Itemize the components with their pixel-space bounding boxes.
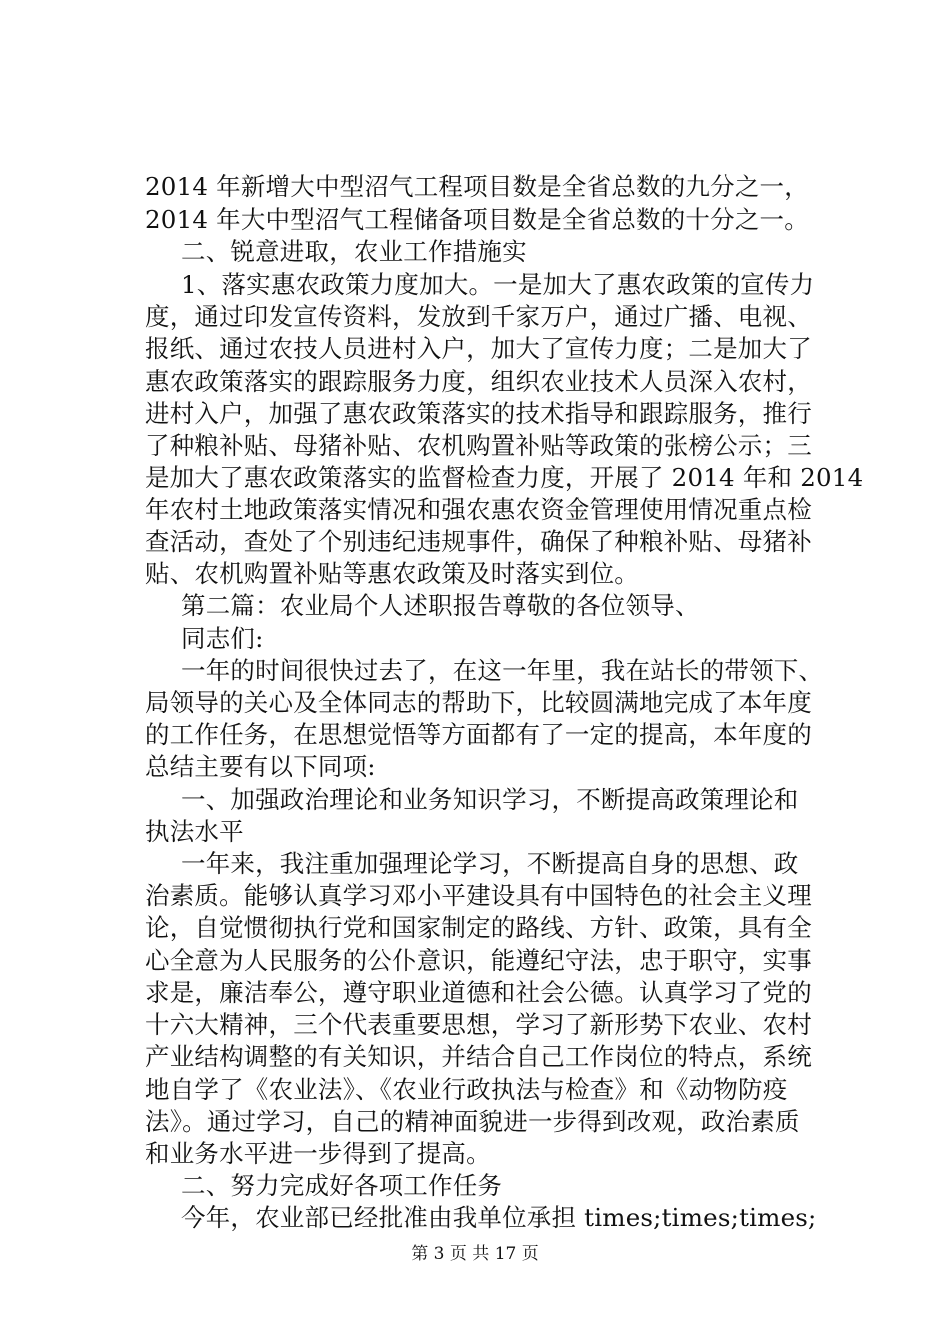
paragraph-line: 十六大精神，三个代表重要思想，学习了新形势下农业、农村 <box>145 1010 812 1039</box>
paragraph-line: 贴、农机购置补贴等惠农政策及时落实到位。 <box>145 559 639 588</box>
paragraph-line: 1、落实惠农政策力度加大。一是加大了惠农政策的宣传力 <box>181 270 815 299</box>
paragraph-line: 治素质。能够认真学习邓小平建设具有中国特色的社会主义理 <box>145 881 812 910</box>
paragraph-line: 心全意为人民服务的公仆意识，能遵纪守法，忠于职守，实事 <box>145 946 812 975</box>
salutation: 同志们: <box>181 624 264 653</box>
paragraph-line: 度，通过印发宣传资料，发放到千家万户，通过广播、电视、 <box>145 302 812 331</box>
paragraph-line: 进村入户，加强了惠农政策落实的技术指导和跟踪服务，推行 <box>145 399 812 428</box>
paragraph-line: 2014 年新增大中型沼气工程项目数是全省总数的九分之一， <box>145 172 809 201</box>
paragraph-line: 论，自觉惯彻执行党和国家制定的路线、方针、政策，具有全 <box>145 913 812 942</box>
paragraph-line: 法》。通过学习，自己的精神面貌进一步得到改观，政治素质 <box>145 1107 800 1136</box>
section-heading: 二、努力完成好各项工作任务 <box>181 1171 503 1200</box>
paragraph-line: 地自学了《农业法》、《农业行政执法与检查》和《动物防疫 <box>145 1075 788 1104</box>
paragraph-line: 的工作任务，在思想觉悟等方面都有了一定的提高，本年度的 <box>145 720 812 749</box>
paragraph-line: 产业结构调整的有关知识，并结合自己工作岗位的特点，系统 <box>145 1042 812 1071</box>
section-heading: 二、锐意进取，农业工作措施实 <box>181 237 527 266</box>
paragraph-line: 一年来，我注重加强理论学习，不断提高自身的思想、政 <box>181 849 799 878</box>
paragraph-line: 今年，农业部已经批准由我单位承担 times;times;times; <box>181 1203 817 1232</box>
paragraph-line: 惠农政策落实的跟踪服务力度，组织农业技术人员深入农村， <box>145 367 812 396</box>
page-number-footer: 第 3 页 共 17 页 <box>411 1244 539 1264</box>
section-heading: 第二篇：农业局个人述职报告尊敬的各位领导、 <box>181 591 700 620</box>
paragraph-line: 是加大了惠农政策落实的监督检查力度，开展了 2014 年和 2014 <box>145 463 864 492</box>
paragraph-line: 年农村土地政策落实情况和强农惠农资金管理使用情况重点检 <box>145 495 812 524</box>
paragraph-line: 报纸、通过农技人员进村入户，加大了宣传力度；二是加大了 <box>145 334 812 363</box>
section-heading: 执法水平 <box>145 817 244 846</box>
paragraph-line: 了种粮补贴、母猪补贴、农机购置补贴等政策的张榜公示；三 <box>145 431 812 460</box>
paragraph-line: 2014 年大中型沼气工程储备项目数是全省总数的十分之一。 <box>145 205 809 234</box>
section-heading: 一、加强政治理论和业务知识学习，不断提高政策理论和 <box>181 785 799 814</box>
paragraph-line: 求是，廉洁奉公，遵守职业道德和社会公德。认真学习了党的 <box>145 978 812 1007</box>
paragraph-line: 总结主要有以下同项: <box>145 752 376 781</box>
paragraph-line: 查活动，查处了个别违纪违规事件，确保了种粮补贴、母猪补 <box>145 527 812 556</box>
paragraph-line: 局领导的关心及全体同志的帮助下，比较圆满地完成了本年度 <box>145 688 812 717</box>
paragraph-line: 和业务水平进一步得到了提高。 <box>145 1139 491 1168</box>
paragraph-line: 一年的时间很快过去了，在这一年里，我在站长的带领下、 <box>181 656 824 685</box>
